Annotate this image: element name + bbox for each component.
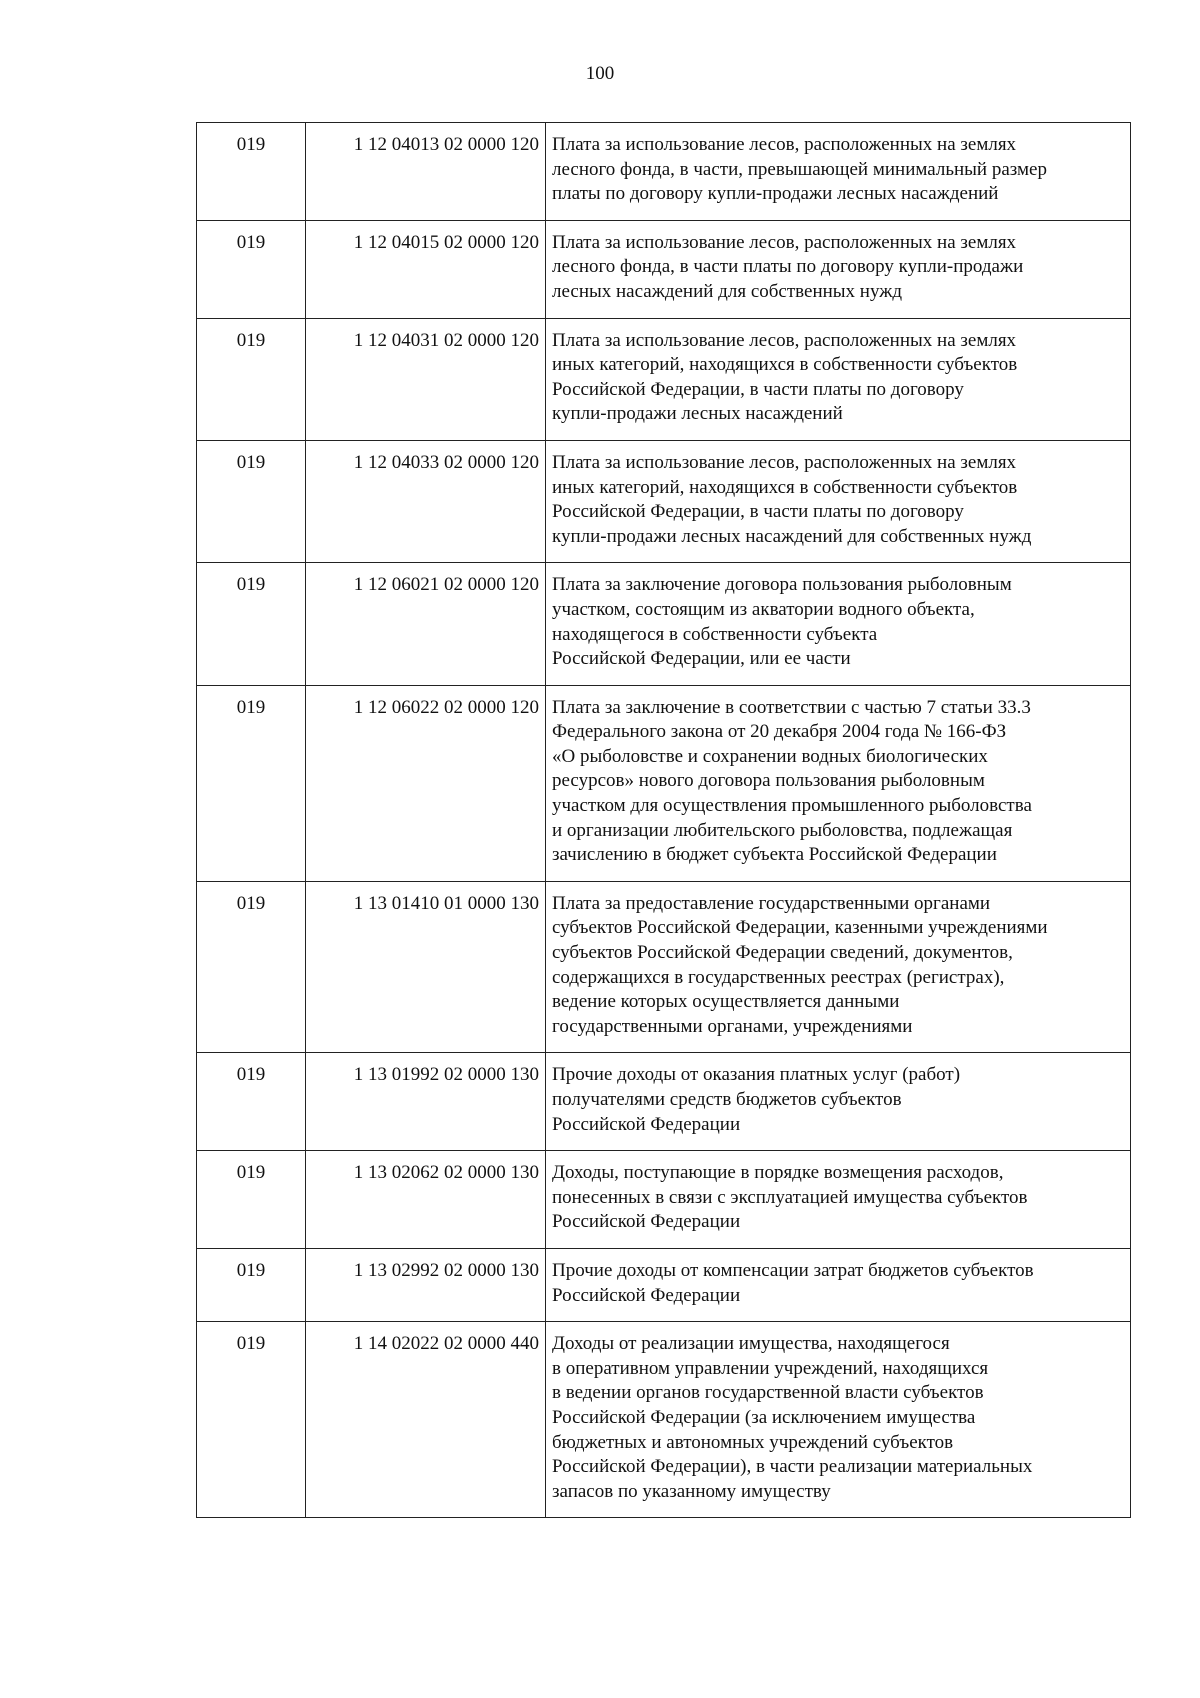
description-line: Прочие доходы от компенсации затрат бюджетов субъектов — [552, 1259, 1034, 1281]
description-line: в оперативном управлении учреждений, находящихся — [552, 1357, 989, 1379]
description-cell — [546, 1248, 1131, 1321]
description-line: субъектов Российской Федерации сведений, документов, — [552, 942, 1013, 964]
budget-code-cell: 1 12 04031 02 0000 120 — [306, 318, 546, 440]
description-cell — [546, 1151, 1131, 1249]
description-line: Российской Федерации, в части платы по договору — [552, 501, 964, 523]
description-line: лесного фонда, в части, превышающей минимальный размер — [552, 158, 1047, 180]
table-row — [197, 1053, 1131, 1151]
budget-code-cell: 1 13 02062 02 0000 130 — [306, 1151, 546, 1249]
admin-code-cell: 019 — [197, 685, 306, 881]
description-line: лесных насаждений для собственных нужд — [552, 280, 903, 302]
description-line: находящегося в собственности субъекта — [552, 623, 878, 645]
admin-code-cell: 019 — [197, 1248, 306, 1321]
description-line: и организации любительского рыболовства, подлежащая — [552, 819, 1013, 841]
description-line: Российской Федерации — [552, 1284, 741, 1306]
description-cell — [546, 1322, 1131, 1518]
table-row — [197, 1248, 1131, 1321]
description-cell — [546, 881, 1131, 1053]
description-line: Плата за использование лесов, расположенных на землях — [552, 451, 1017, 473]
description-cell — [546, 440, 1131, 562]
description-line: получателями средств бюджетов субъектов — [552, 1089, 902, 1110]
table-row — [197, 1151, 1131, 1249]
table-row — [197, 1322, 1131, 1518]
description-line: субъектов Российской Федерации, казенными учреждениями — [552, 917, 1048, 939]
description-line: платы по договору купли-продажи лесных насаждений — [552, 183, 999, 205]
description-line: запасов по указанному имуществу — [552, 1480, 831, 1502]
description-line: бюджетных и автономных учреждений субъектов — [552, 1431, 954, 1453]
table-row — [197, 881, 1131, 1053]
budget-code-cell: 1 12 04013 02 0000 120 — [306, 123, 546, 221]
revenue-codes-table — [196, 122, 1131, 1518]
description-line: иных категорий, находящихся в собственности субъектов — [552, 354, 1018, 376]
budget-code-cell: 1 12 04033 02 0000 120 — [306, 440, 546, 562]
description-cell — [546, 318, 1131, 440]
budget-code-cell: 1 14 02022 02 0000 440 — [306, 1322, 546, 1518]
admin-code-cell: 019 — [197, 881, 306, 1053]
description-cell — [546, 123, 1131, 221]
description-cell — [546, 685, 1131, 881]
description-line: ведение которых осуществляется данными — [552, 991, 900, 1013]
description-line: Плата за использование лесов, расположенных на землях — [552, 329, 1017, 351]
admin-code-cell: 019 — [197, 1053, 306, 1151]
admin-code-cell: 019 — [197, 563, 306, 685]
table-row — [197, 220, 1131, 318]
description-line: Плата за предоставление государственными органами — [552, 892, 991, 914]
description-line: Российской Федерации (за исключением имущества — [552, 1406, 976, 1428]
description-line: Российской Федерации — [552, 1211, 741, 1233]
table-body — [197, 123, 1131, 1518]
description-line: Российской Федерации), в части реализации материальных — [552, 1456, 1033, 1478]
description-line: Прочие доходы от оказания платных услуг (работ) — [552, 1064, 961, 1086]
description-line: участком, состоящим из акватории водного объекта, — [552, 598, 975, 620]
description-cell — [546, 563, 1131, 685]
description-line: Доходы, поступающие в порядке возмещения расходов, — [552, 1162, 1004, 1184]
description-line: Российской Федерации, в части платы по договору — [552, 378, 964, 400]
admin-code-cell: 019 — [197, 220, 306, 318]
budget-code-cell: 1 13 01992 02 0000 130 — [306, 1053, 546, 1151]
budget-code-cell: 1 12 04015 02 0000 120 — [306, 220, 546, 318]
description-line: «О рыболовстве и сохранении водных биологических — [552, 745, 988, 767]
budget-code-cell: 1 12 06022 02 0000 120 — [306, 685, 546, 881]
description-line: в ведении органов государственной власти субъектов — [552, 1382, 984, 1404]
admin-code-cell: 019 — [197, 318, 306, 440]
description-line: государственными органами, учреждениями — [552, 1015, 913, 1037]
description-line: Федерального закона от 20 декабря 2004 года № 166-ФЗ — [552, 721, 1007, 743]
description-line: Плата за использование лесов, расположенных на землях — [552, 231, 1017, 253]
description-line: Доходы от реализации имущества, находящегося — [552, 1333, 950, 1355]
description-cell — [546, 1053, 1131, 1151]
description-line: содержащихся в государственных реестрах (регистрах), — [552, 966, 1005, 988]
description-line: Плата за заключение договора пользования рыболовным — [552, 574, 1012, 596]
budget-code-cell: 1 13 01410 01 0000 130 — [306, 881, 546, 1053]
description-line: ресурсов» нового договора пользования рыболовным — [552, 770, 985, 792]
description-line: купли-продажи лесных насаждений — [552, 403, 843, 425]
description-line: Плата за использование лесов, расположенных на землях — [552, 134, 1017, 155]
table-row — [197, 563, 1131, 685]
budget-code-cell: 1 12 06021 02 0000 120 — [306, 563, 546, 685]
description-line: Российской Федерации, или ее части — [552, 648, 851, 670]
description-line: иных категорий, находящихся в собственности субъектов — [552, 476, 1018, 498]
page-number: 100 — [585, 63, 615, 84]
description-line: участком для осуществления промышленного рыболовства — [552, 795, 1032, 817]
description-line: лесного фонда, в части платы по договору купли-продажи — [552, 256, 1024, 278]
admin-code-cell: 019 — [197, 440, 306, 562]
admin-code-cell: 019 — [197, 1322, 306, 1518]
budget-code-cell: 1 13 02992 02 0000 130 — [306, 1248, 546, 1321]
table-row — [197, 685, 1131, 881]
table-row — [197, 440, 1131, 562]
description-line: понесенных в связи с эксплуатацией имущества субъектов — [552, 1186, 1028, 1208]
description-line: Российской Федерации — [552, 1113, 741, 1135]
description-line: зачислению в бюджет субъекта Российской Федерации — [552, 844, 997, 866]
table-row — [197, 318, 1131, 440]
admin-code-cell: 019 — [197, 1151, 306, 1249]
description-line: купли-продажи лесных насаждений для собственных нужд — [552, 525, 1032, 547]
description-cell — [546, 220, 1131, 318]
table-row — [197, 123, 1131, 221]
description-line: Плата за заключение в соответствии с частью 7 статьи 33.3 — [552, 696, 1031, 718]
admin-code-cell: 019 — [197, 123, 306, 221]
